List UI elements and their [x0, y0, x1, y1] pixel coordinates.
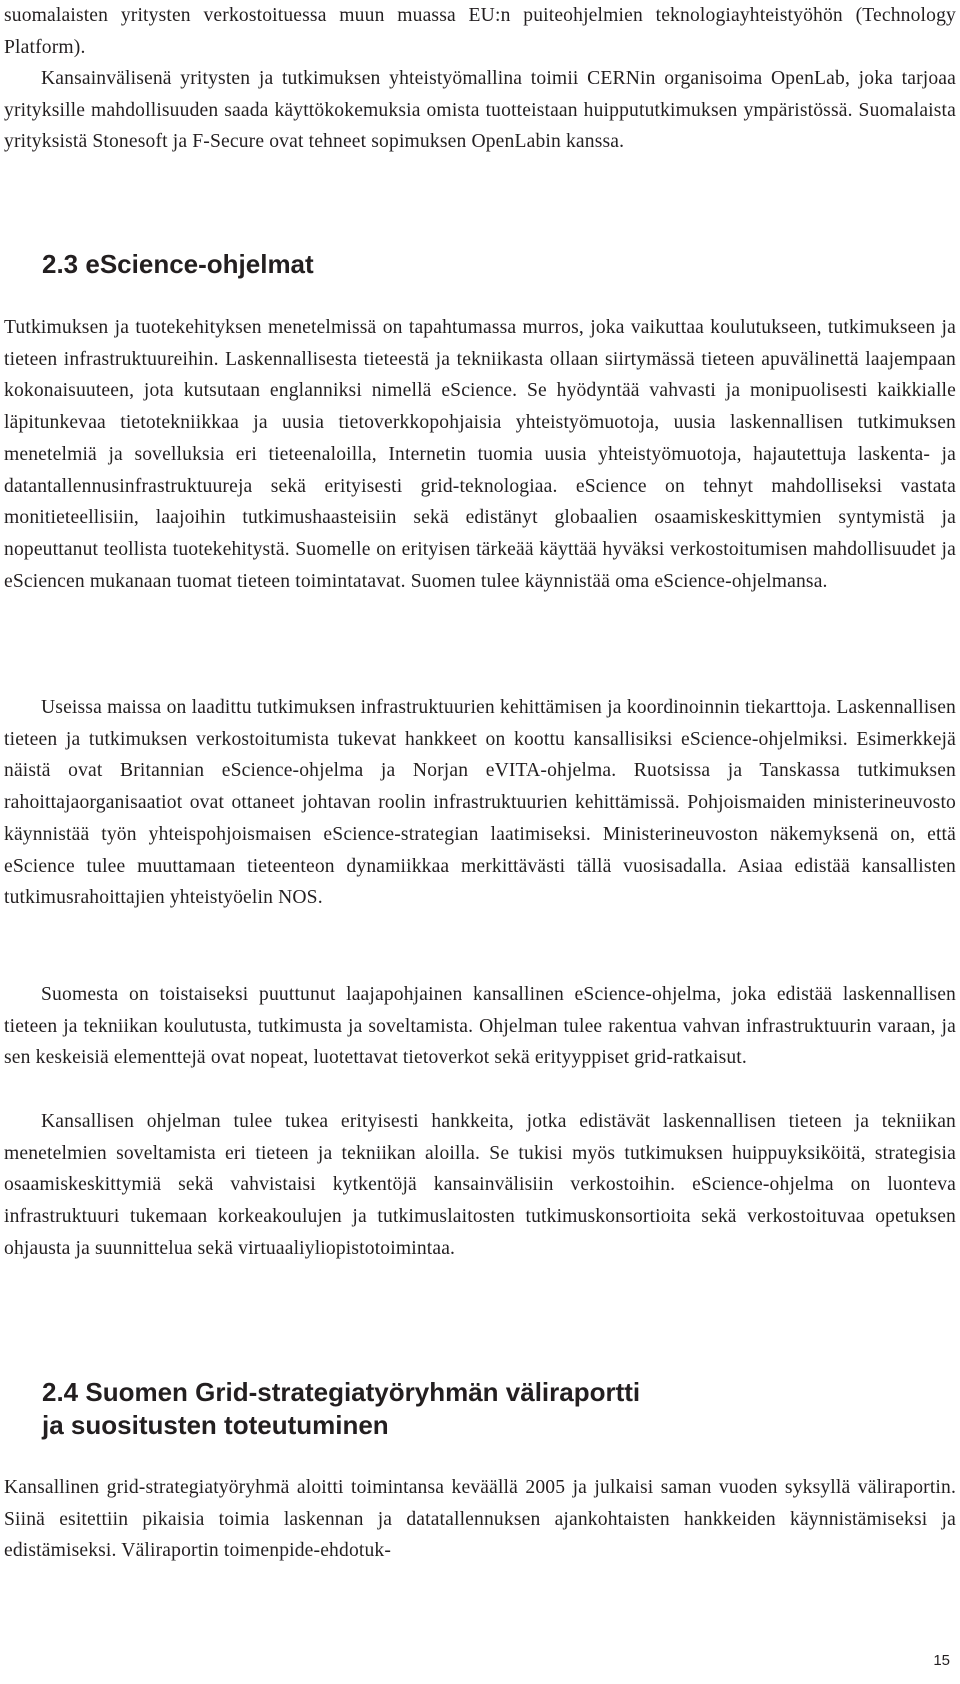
- intro-paragraph-openlab: Kansainvälisenä yritysten ja tutkimuksen yhteistyömallina toimii CERNin organisoima OpenLab, joka tarjoaa yrityksille mahdollisuuden saada käyttökokemuksia omista tuotteistaan huippututkimuksen ympäristössä. Suomalaista yrityksistä Stonesoft ja F-Secure ovat tehneet sopimuksen OpenLabin kanssa.: [4, 68, 956, 153]
- page-number: 15: [933, 1652, 950, 1669]
- escience-paragraph-3: Suomesta on toistaiseksi puuttunut laajapohjainen kansallinen eScience-ohjelma, joka edistää laskennallisen tieteen ja tekniikan koulutusta, tutkimusta ja soveltamista. Ohjelman tulee rakentua vahvan infrastruktuurin varaan, ja sen keskeisiä elementtejä ovat nopeat, luotettavat tietoverkot sekä erityyppiset grid-ratkaisut.: [4, 984, 956, 1069]
- escience-paragraph-4: Kansallisen ohjelman tulee tukea erityisesti hankkeita, jotka edistävät laskennallisen tieteen ja tekniikan menetelmien soveltamista eri tieteen ja tekniikan aloilla. Se tukisi myös tutkimuksen huippuyksiköitä, strategisia osaamiskeskittymiä sekä vahvistaisi kytkentöjä kansainvälisiin verkostoihin. eScience-ohjelma on luonteva infrastruktuuri tukemaan korkeakoulujen ja tutkimuslaitosten tutkimuskonsortioita sekä verkostoituvaa opetuksen ohjausta ja suunnittelua sekä virtuaaliyliopistotoimintaa.: [4, 1111, 956, 1259]
- section-heading-grid-strategy-line2: ja suositusten toteutuminen: [42, 1410, 389, 1440]
- escience-paragraph-1: Tutkimuksen ja tuotekehityksen menetelmissä on tapahtumassa murros, joka vaikuttaa koulutukseen, tutkimukseen ja tieteen infrastruktuureihin. Laskennallisesta tieteestä ja tekniikasta ollaan siirtymässä tieteen apuvälinettä laajempaan kokonaisuuteen, jota kutsutaan englanniksi nimellä eScience. Se hyödyntää vahvasti ja monipuolisesti kaikkialle läpitunkevaa tietotekniikkaa ja uusia tietoverkkopohjaisia yhteistyömuotoja, uusia laskennallisen tutkimuksen menetelmiä ja sovelluksia eri tieteenaloilla, Internetin tuomia uusia yhteistyömuotoja, hajautettuja laskenta- ja datantallennusinfrastruktuureja sekä erityisesti grid-teknologiaa. eScience on tehnyt mahdolliseksi vastata monitieteellisiin, laajoihin tutkimushaasteisiin sekä edistänyt globaalien osaamiskeskittymien syntymistä ja nopeuttanut teollista tuotekehitystä. Suomelle on erityisen tärkeää käyttää hyväksi verkostoitumisen mahdollisuudet ja eSciencen mukanaan tuomat tieteen toimintatavat. Suomen tulee käynnistää oma eScience-ohjelmansa.: [4, 317, 956, 592]
- escience-paragraph-2: Useissa maissa on laadittu tutkimuksen infrastruktuurien kehittämisen ja koordinoinnin tiekarttoja. Laskennallisen tieteen ja tutkimuksen verkostoitumista tukevat hankkeet on koottu kansallisiksi eScience-ohjelmiksi. Esimerkkejä näistä ovat Britannian eScience-ohjelma ja Norjan eVITA-ohjelma. Ruotsissa ja Tanskassa tutkimuksen rahoittajaorganisaatiot ovat ottaneet johtavan roolin infrastruktuurien kehittämissä. Pohjoismaiden ministerineuvosto käynnistää työn yhteispohjoismaisen eScience-strategian laatimiseksi. Ministerineuvoston näkemyksenä on, että eScience tulee muuttamaan tieteenteon dynamiikkaa merkittävästi tällä vuosisadalla. Asiaa edistää kansallisten tutkimusrahoittajien yhteistyöelin NOS.: [4, 697, 956, 909]
- grid-strategy-paragraph-1: Kansallinen grid-strategiatyöryhmä aloitti toimintansa keväällä 2005 ja julkaisi saman vuoden syksyllä väliraportin. Siinä esitettiin pikaisia toimia laskennan ja datatallennuksen ajankohtaisten hankkeiden käynnistämiseksi ja edistämiseksi. Väliraportin toimenpide-ehdotuk-: [4, 1477, 956, 1562]
- section-heading-grid-strategy-line1: 2.4 Suomen Grid-strategiatyöryhmän väliraportti: [42, 1377, 641, 1407]
- intro-paragraph-continued: suomalaisten yritysten verkostoituessa muun muassa EU:n puiteohjelmien teknologiayhteistyöhön (Technology Platform).: [4, 5, 956, 58]
- section-heading-grid-strategy: [42, 1376, 640, 1442]
- section-heading-escience: 2.3 eScience-ohjelmat: [42, 249, 314, 279]
